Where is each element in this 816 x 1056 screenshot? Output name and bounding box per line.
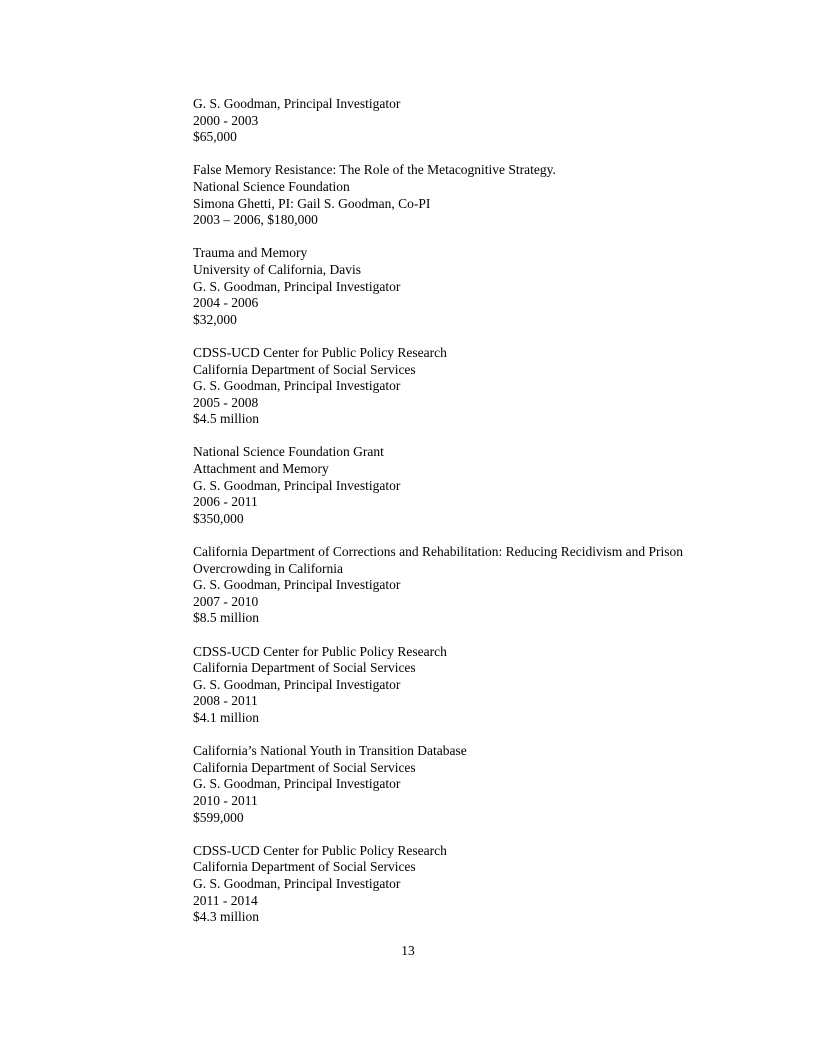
- grant-line: 2003 – 2006, $180,000: [193, 212, 318, 228]
- grant-entry: [193, 843, 693, 926]
- grant-line: Attachment and Memory: [193, 461, 329, 477]
- grant-line: CDSS-UCD Center for Public Policy Research: [193, 344, 447, 360]
- grant-entry: [193, 345, 693, 428]
- grant-line: $32,000: [193, 311, 237, 327]
- grant-line: CDSS-UCD Center for Public Policy Research: [193, 842, 447, 858]
- grant-line: $4.1 million: [193, 709, 260, 725]
- grant-line: $4.3 million: [193, 909, 260, 925]
- grant-line: Trauma and Memory: [193, 245, 308, 261]
- grant-line: G. S. Goodman, Principal Investigator: [193, 96, 401, 111]
- grant-line: False Memory Resistance: The Role of the Metacognitive Strategy.: [193, 162, 556, 178]
- grant-line: 2000 - 2003: [193, 112, 259, 128]
- grant-line: California Department of Social Services: [193, 759, 416, 775]
- grant-line: National Science Foundation: [193, 178, 350, 194]
- grant-line: California Department of Social Services: [193, 361, 416, 377]
- grant-line: G. S. Goodman, Principal Investigator: [193, 278, 401, 294]
- grant-line: California Department of Corrections and Rehabilitation: Reducing Recidivism and Prison Overcrowding in California: [193, 544, 684, 576]
- grant-line: California Department of Social Services: [193, 859, 416, 875]
- grant-entry: [193, 644, 693, 727]
- grant-line: $350,000: [193, 510, 244, 526]
- grant-line: 2006 - 2011: [193, 494, 258, 510]
- page-number: 13: [401, 943, 415, 958]
- grants-list: [193, 96, 693, 942]
- grant-line: G. S. Goodman, Principal Investigator: [193, 875, 401, 891]
- grant-line: 2007 - 2010: [193, 593, 259, 609]
- grant-line: G. S. Goodman, Principal Investigator: [193, 477, 401, 493]
- grant-line: G. S. Goodman, Principal Investigator: [193, 776, 401, 792]
- grant-line: 2005 - 2008: [193, 394, 259, 410]
- grant-line: 2011 - 2014: [193, 892, 258, 908]
- grant-line: $599,000: [193, 809, 244, 825]
- grant-line: California’s National Youth in Transition Database: [193, 743, 467, 759]
- grant-line: G. S. Goodman, Principal Investigator: [193, 378, 401, 394]
- grant-entry: [193, 544, 693, 627]
- grant-line: National Science Foundation Grant: [193, 444, 384, 460]
- grant-line: CDSS-UCD Center for Public Policy Research: [193, 643, 447, 659]
- grant-line: 2004 - 2006: [193, 295, 259, 311]
- grant-line: G. S. Goodman, Principal Investigator: [193, 676, 401, 692]
- grant-entry: [193, 444, 693, 527]
- grant-entry: [193, 245, 693, 328]
- grant-entry: [193, 96, 693, 146]
- grant-entry: [193, 743, 693, 826]
- grant-line: California Department of Social Services: [193, 660, 416, 676]
- grant-entry: [193, 162, 693, 228]
- grant-line: $4.5 million: [193, 411, 260, 427]
- grant-line: $8.5 million: [193, 610, 260, 626]
- grant-line: Simona Ghetti, PI: Gail S. Goodman, Co-PI: [193, 195, 431, 211]
- grant-line: $65,000: [193, 129, 237, 145]
- grant-line: 2010 - 2011: [193, 792, 258, 808]
- grant-line: G. S. Goodman, Principal Investigator: [193, 577, 401, 593]
- grant-line: 2008 - 2011: [193, 693, 258, 709]
- grant-line: University of California, Davis: [193, 261, 361, 277]
